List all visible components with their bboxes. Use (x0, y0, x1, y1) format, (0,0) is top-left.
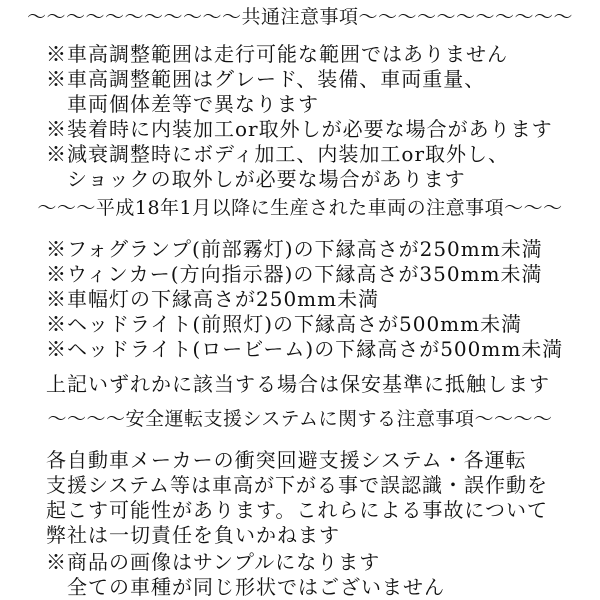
text-line: ショックの取外しが必要な場合があります (46, 167, 466, 191)
section-body (0, 237, 600, 362)
text-line: 弊社は一切責任を負いかねます (46, 523, 340, 547)
text-line: ※装着時に内装加工or取外しが必要な場合があります (46, 117, 553, 141)
section-body (0, 550, 600, 600)
section-body (0, 42, 600, 192)
text-line: 上記いずれかに該当する場合は保安基準に抵触します (46, 372, 550, 396)
text-line: ※ウィンカー(方向指示器)の下縁高さが350mm未満 (46, 262, 543, 286)
section-header-text: ～～～～安全運転支援システムに関する注意事項～～～～ (47, 408, 553, 430)
text-line: ※車高調整範囲はグレード、装備、車両重量、 (46, 67, 486, 91)
text-line: ※減衰調整時にボディ加工、内装加工or取外し、 (46, 142, 510, 166)
text-line: 車両個体差等で異なります (46, 92, 319, 116)
text-line: ※ヘッドライト(前照灯)の下縁高さが500mm未満 (46, 312, 523, 336)
section-body (0, 372, 600, 397)
text-line: 各自動車メーカーの衝突回避支援システム・各運転 (46, 448, 527, 472)
text-line: ※車幅灯の下縁高さが250mm未満 (46, 287, 380, 311)
section-header (0, 196, 600, 221)
text-line: 支援システム等は車高が下がる事で誤認識・誤作動を (46, 473, 548, 497)
text-line: ※商品の画像はサンプルになります (46, 550, 381, 574)
section-header (0, 5, 600, 30)
text-line: ※ヘッドライト(ロービーム)の下縁高さが500mm未満 (46, 337, 564, 361)
text-line: 起こす可能性があります。これらによる事故について (46, 498, 548, 522)
text-line: 全ての車種が同じ形状ではございません (46, 575, 445, 599)
text-line: ※フォグランプ(前部霧灯)の下縁高さが250mm未満 (46, 237, 543, 261)
section-body (0, 448, 600, 548)
text-line: ※車高調整範囲は走行可能な範囲ではありません (46, 42, 508, 66)
section-header-text: ～～～平成18年1月以降に生産された車両の注意事項～～～ (37, 197, 563, 219)
section-header (0, 407, 600, 432)
section-header-text: ～～～～～～～～～～～共通注意事項～～～～～～～～～～～ (26, 6, 573, 28)
